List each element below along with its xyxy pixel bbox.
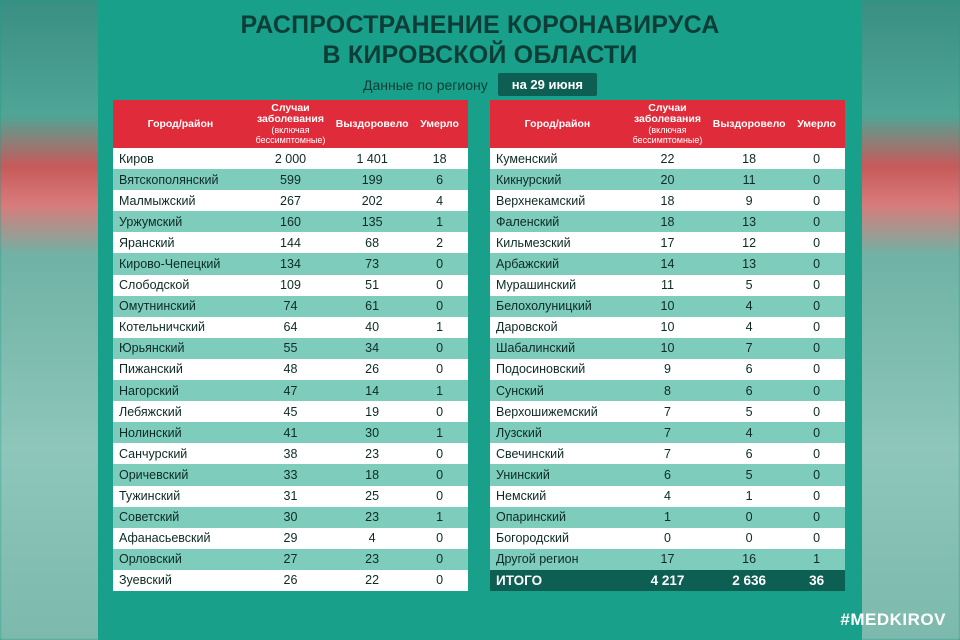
cell-cases: 64	[248, 317, 333, 338]
cell-recovered: 68	[333, 232, 411, 253]
table-row	[490, 486, 845, 507]
cell-recovered: 6	[710, 359, 788, 380]
cell-district-name: Другой регион	[490, 549, 625, 570]
table-row	[490, 317, 845, 338]
table-row	[490, 190, 845, 211]
cell-recovered: 12	[710, 232, 788, 253]
cell-cases: 17	[625, 232, 710, 253]
cell-died: 0	[411, 275, 468, 296]
header-cases	[248, 100, 333, 148]
cell-recovered: 9	[710, 190, 788, 211]
header-died: Умерло	[788, 100, 845, 148]
table-row	[490, 528, 845, 549]
cell-recovered: 13	[710, 253, 788, 274]
cell-district-name: Лузский	[490, 422, 625, 443]
cell-district-name: Сунский	[490, 380, 625, 401]
cell-died: 1	[411, 317, 468, 338]
table-row	[113, 296, 468, 317]
cell-district-name: Кикнурский	[490, 169, 625, 190]
cell-district-name: Унинский	[490, 464, 625, 485]
table-row	[490, 464, 845, 485]
table-row	[490, 253, 845, 274]
cell-cases: 160	[248, 211, 333, 232]
cell-cases: 45	[248, 401, 333, 422]
cell-died: 0	[788, 401, 845, 422]
cell-died: 1	[411, 380, 468, 401]
left-data-table	[113, 100, 468, 591]
infographic-card	[98, 0, 862, 640]
header-cases	[625, 100, 710, 148]
cell-cases: 41	[248, 422, 333, 443]
cell-died: 0	[788, 232, 845, 253]
cell-district-name: Опаринский	[490, 507, 625, 528]
cell-recovered: 7	[710, 338, 788, 359]
table-row	[113, 148, 468, 169]
cell-district-name: Свечинский	[490, 443, 625, 464]
cell-district-name: Вятскополянский	[113, 169, 248, 190]
cell-recovered: 1 401	[333, 148, 411, 169]
cell-recovered: 23	[333, 443, 411, 464]
cell-died: 0	[411, 443, 468, 464]
table-row	[113, 380, 468, 401]
header-city: Город/район	[113, 100, 248, 148]
cell-recovered: 4	[333, 528, 411, 549]
cell-cases: 14	[625, 253, 710, 274]
cell-cases: 48	[248, 359, 333, 380]
table-row	[490, 549, 845, 570]
cell-died: 1	[411, 211, 468, 232]
cell-died: 0	[411, 359, 468, 380]
cell-district-name: Кильмезский	[490, 232, 625, 253]
cell-recovered: 5	[710, 275, 788, 296]
cell-recovered: 14	[333, 380, 411, 401]
cell-died: 0	[788, 486, 845, 507]
cell-cases: 17	[625, 549, 710, 570]
cell-district-name: Яранский	[113, 232, 248, 253]
cell-cases: 109	[248, 275, 333, 296]
cell-district-name: Богородский	[490, 528, 625, 549]
cell-cases: 22	[625, 148, 710, 169]
cell-cases: 18	[625, 211, 710, 232]
cell-died: 0	[788, 422, 845, 443]
table-row	[490, 232, 845, 253]
cell-died: 0	[411, 464, 468, 485]
header-city: Город/район	[490, 100, 625, 148]
cell-district-name: Котельничский	[113, 317, 248, 338]
cell-recovered: 6	[710, 443, 788, 464]
cell-cases: 74	[248, 296, 333, 317]
cell-district-name: Лебяжский	[113, 401, 248, 422]
cell-cases: 267	[248, 190, 333, 211]
hashtag: #MEDKIROV	[840, 610, 946, 629]
cell-died: 6	[411, 169, 468, 190]
total-cases: 4 217	[625, 570, 710, 591]
cell-district-name: Оричевский	[113, 464, 248, 485]
header-recovered: Выздоровело	[710, 100, 788, 148]
total-recovered: 2 636	[710, 570, 788, 591]
cell-died: 0	[411, 296, 468, 317]
table-row	[490, 507, 845, 528]
table-header-row	[490, 100, 845, 148]
cell-recovered: 18	[710, 148, 788, 169]
cell-cases: 30	[248, 507, 333, 528]
table-row	[113, 422, 468, 443]
table-row	[113, 338, 468, 359]
cell-cases: 9	[625, 359, 710, 380]
total-row	[490, 570, 845, 591]
cell-died: 2	[411, 232, 468, 253]
cell-cases: 0	[625, 528, 710, 549]
table-row	[113, 317, 468, 338]
cell-recovered: 51	[333, 275, 411, 296]
cell-district-name: Нолинский	[113, 422, 248, 443]
cell-recovered: 40	[333, 317, 411, 338]
cell-recovered: 6	[710, 380, 788, 401]
cell-cases: 18	[625, 190, 710, 211]
cell-district-name: Пижанский	[113, 359, 248, 380]
cell-died: 0	[788, 443, 845, 464]
header-died: Умерло	[411, 100, 468, 148]
cell-died: 0	[788, 148, 845, 169]
cell-district-name: Нагорский	[113, 380, 248, 401]
cell-cases: 144	[248, 232, 333, 253]
left-table-body	[113, 148, 468, 591]
cell-cases: 599	[248, 169, 333, 190]
cell-district-name: Куменский	[490, 148, 625, 169]
table-row	[490, 338, 845, 359]
cell-recovered: 16	[710, 549, 788, 570]
cell-cases: 6	[625, 464, 710, 485]
cell-recovered: 199	[333, 169, 411, 190]
cell-died: 0	[411, 401, 468, 422]
cell-cases: 134	[248, 253, 333, 274]
cell-district-name: Омутнинский	[113, 296, 248, 317]
table-row	[490, 443, 845, 464]
cell-recovered: 5	[710, 464, 788, 485]
cell-recovered: 30	[333, 422, 411, 443]
cell-cases: 7	[625, 401, 710, 422]
cell-recovered: 23	[333, 549, 411, 570]
cell-recovered: 25	[333, 486, 411, 507]
table-row	[113, 232, 468, 253]
background-blur-right	[860, 0, 960, 640]
cell-cases: 31	[248, 486, 333, 507]
cell-recovered: 4	[710, 296, 788, 317]
cell-district-name: Афанасьевский	[113, 528, 248, 549]
cell-district-name: Орловский	[113, 549, 248, 570]
cell-recovered: 4	[710, 317, 788, 338]
cell-cases: 8	[625, 380, 710, 401]
cell-died: 0	[788, 253, 845, 274]
cell-died: 0	[411, 528, 468, 549]
cell-recovered: 73	[333, 253, 411, 274]
cell-recovered: 11	[710, 169, 788, 190]
cell-died: 4	[411, 190, 468, 211]
cell-died: 0	[788, 528, 845, 549]
title-line-1: РАСПРОСТРАНЕНИЕ КОРОНАВИРУСА	[240, 11, 720, 39]
table-row	[113, 253, 468, 274]
header-cases-note: (включая бессимптомные)	[255, 125, 326, 145]
cell-cases: 29	[248, 528, 333, 549]
cell-recovered: 5	[710, 401, 788, 422]
header-cases-note: (включая бессимптомные)	[632, 125, 703, 145]
cell-died: 0	[788, 507, 845, 528]
cell-cases: 7	[625, 443, 710, 464]
cell-died: 0	[788, 464, 845, 485]
cell-cases: 38	[248, 443, 333, 464]
cell-district-name: Тужинский	[113, 486, 248, 507]
table-row	[113, 169, 468, 190]
cell-district-name: Шабалинский	[490, 338, 625, 359]
cell-district-name: Даровской	[490, 317, 625, 338]
table-row	[490, 148, 845, 169]
header-recovered: Выздоровело	[333, 100, 411, 148]
table-row	[490, 422, 845, 443]
cell-district-name: Слободской	[113, 275, 248, 296]
table-row	[490, 359, 845, 380]
cell-recovered: 18	[333, 464, 411, 485]
table-row	[113, 464, 468, 485]
cell-died: 0	[788, 211, 845, 232]
cell-cases: 10	[625, 338, 710, 359]
cell-died: 0	[411, 549, 468, 570]
cell-died: 0	[411, 486, 468, 507]
title-line-2: В КИРОВСКОЙ ОБЛАСТИ	[322, 41, 638, 69]
table-row	[113, 401, 468, 422]
cell-district-name: Советский	[113, 507, 248, 528]
cell-cases: 11	[625, 275, 710, 296]
cell-cases: 10	[625, 317, 710, 338]
table-row	[490, 169, 845, 190]
cell-recovered: 135	[333, 211, 411, 232]
cell-recovered: 1	[710, 486, 788, 507]
table-row	[113, 211, 468, 232]
cell-recovered: 61	[333, 296, 411, 317]
table-header-row	[113, 100, 468, 148]
cell-cases: 47	[248, 380, 333, 401]
table-row	[113, 507, 468, 528]
cell-cases: 20	[625, 169, 710, 190]
cell-district-name: Фаленский	[490, 211, 625, 232]
cell-district-name: Белохолуницкий	[490, 296, 625, 317]
cell-district-name: Арбажский	[490, 253, 625, 274]
header-cases-label: Случаи заболевания	[633, 102, 701, 125]
cell-recovered: 202	[333, 190, 411, 211]
table-row	[490, 296, 845, 317]
cell-cases: 10	[625, 296, 710, 317]
cell-district-name: Кирово-Чепецкий	[113, 253, 248, 274]
table-row	[113, 275, 468, 296]
cell-died: 0	[788, 317, 845, 338]
cell-recovered: 0	[710, 528, 788, 549]
cell-died: 18	[411, 148, 468, 169]
cell-died: 0	[411, 253, 468, 274]
cell-recovered: 34	[333, 338, 411, 359]
cell-died: 0	[788, 338, 845, 359]
cell-recovered: 4	[710, 422, 788, 443]
cell-died: 0	[788, 380, 845, 401]
cell-district-name: Санчурский	[113, 443, 248, 464]
cell-district-name: Подосиновский	[490, 359, 625, 380]
background-blur-left	[0, 0, 100, 640]
cell-died: 0	[788, 359, 845, 380]
cell-cases: 26	[248, 570, 333, 591]
table-row	[490, 211, 845, 232]
table-row	[113, 486, 468, 507]
date-badge: на 29 июня	[498, 73, 597, 96]
right-table-body	[490, 148, 845, 591]
cell-died: 0	[788, 275, 845, 296]
header-cases-label: Случаи заболевания	[256, 102, 324, 125]
right-data-table	[490, 100, 845, 591]
table-row	[113, 528, 468, 549]
cell-died: 1	[411, 507, 468, 528]
cell-died: 1	[788, 549, 845, 570]
cell-cases: 1	[625, 507, 710, 528]
cell-died: 0	[411, 570, 468, 591]
cell-district-name: Юрьянский	[113, 338, 248, 359]
cell-recovered: 22	[333, 570, 411, 591]
subtitle-row	[98, 73, 862, 96]
cell-died: 1	[411, 422, 468, 443]
page-title	[98, 10, 862, 70]
table-row	[113, 443, 468, 464]
cell-recovered: 13	[710, 211, 788, 232]
subtitle: Данные по региону	[362, 76, 488, 93]
cell-district-name: Верхнекамский	[490, 190, 625, 211]
cell-district-name: Зуевский	[113, 570, 248, 591]
table-row	[113, 570, 468, 591]
table-row	[113, 549, 468, 570]
cell-cases: 7	[625, 422, 710, 443]
cell-died: 0	[788, 169, 845, 190]
total-district-name: ИТОГО	[490, 570, 625, 591]
cell-died: 0	[788, 296, 845, 317]
cell-cases: 55	[248, 338, 333, 359]
cell-cases: 33	[248, 464, 333, 485]
total-died: 36	[788, 570, 845, 591]
cell-district-name: Мурашинский	[490, 275, 625, 296]
table-row	[490, 401, 845, 422]
cell-district-name: Верхошижемский	[490, 401, 625, 422]
cell-cases: 4	[625, 486, 710, 507]
table-row	[490, 275, 845, 296]
cell-recovered: 23	[333, 507, 411, 528]
cell-district-name: Малмыжский	[113, 190, 248, 211]
table-row	[490, 380, 845, 401]
cell-died: 0	[411, 338, 468, 359]
cell-recovered: 26	[333, 359, 411, 380]
cell-recovered: 0	[710, 507, 788, 528]
cell-cases: 27	[248, 549, 333, 570]
cell-district-name: Уржумский	[113, 211, 248, 232]
cell-district-name: Киров	[113, 148, 248, 169]
cell-recovered: 19	[333, 401, 411, 422]
cell-district-name: Немский	[490, 486, 625, 507]
cell-died: 0	[788, 190, 845, 211]
table-row	[113, 190, 468, 211]
table-row	[113, 359, 468, 380]
cell-cases: 2 000	[248, 148, 333, 169]
